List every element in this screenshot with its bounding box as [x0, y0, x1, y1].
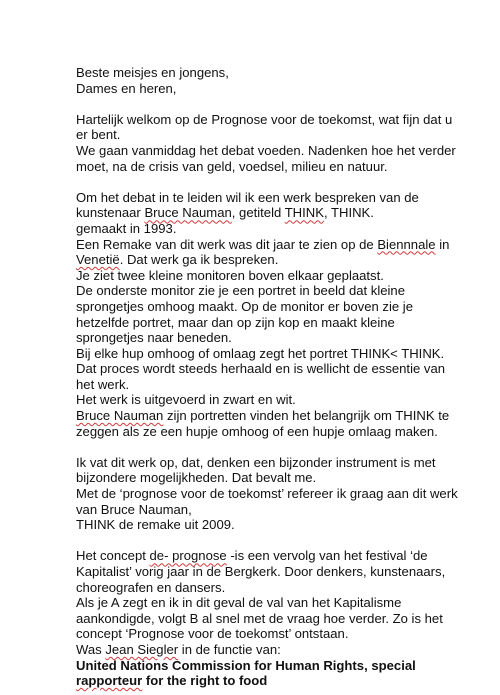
text-line: [76, 346, 480, 362]
text-segment: aankondigde, volgt B al snel met de vraag hoe verder. Zo is het: [76, 610, 443, 626]
text-segment: We gaan vanmiddag het debat voeden. Nadenken hoe het verder: [76, 142, 456, 158]
text-segment: Kapitalist’ vorig jaar in de Bergkerk. Door denkers, kunstenaars,: [76, 564, 446, 579]
text-line: [76, 377, 480, 393]
text-segment: zeggen als ze een hupje omhoog of een hupje omlaag maken.: [76, 423, 438, 439]
text-segment: Je ziet twee kleine monitoren boven elkaar geplaatst.: [76, 267, 384, 283]
text-segment: Dames en heren,: [76, 80, 177, 96]
text-line: [76, 658, 480, 674]
paragraph: [76, 455, 480, 533]
text-line: [76, 268, 480, 284]
text-segment: kunstenaar: [76, 205, 145, 221]
text-line: [76, 673, 480, 689]
text-segment: bijzondere mogelijkheden. Dat bevalt me.: [76, 470, 317, 486]
text-segment: choreografen en dansers.: [76, 579, 226, 595]
text-segment: sprongetjes omhoog maakt. Op de monitor er boven zie je: [76, 298, 413, 314]
text-line: [76, 127, 480, 143]
spellcheck-flagged-word: de- prognose: [149, 548, 227, 564]
text-segment: hetzelfde portret, maar dan op zijn kop en maakt kleine: [76, 314, 395, 330]
text-line: [76, 580, 480, 596]
text-segment: sprongetjes naar beneden.: [76, 330, 232, 346]
text-line: [76, 424, 480, 440]
text-segment: Bij elke hup omhoog of omlaag zegt het portret THINK< THINK.: [76, 345, 445, 361]
text-line: [76, 159, 480, 175]
text-segment: De onderste monitor zie je een portret in beeld dat kleine: [76, 283, 405, 299]
text-segment: in de functie van:: [178, 641, 281, 657]
text-line: [76, 112, 480, 128]
text-segment: Met de ‘prognose voor de toekomst’ refereer ik graag aan dit werk: [76, 486, 458, 502]
spellcheck-flagged-word: Jean Siegler: [105, 641, 179, 657]
text-segment: gemaakt in 1993.: [76, 220, 177, 236]
text-line: [76, 392, 480, 408]
text-segment: Was: [76, 641, 106, 657]
text-segment: -is een vervolg van het festival ‘de: [226, 548, 428, 564]
text-line: [76, 408, 480, 424]
text-line: [76, 486, 480, 502]
text-line: [76, 143, 480, 159]
text-line: [76, 65, 480, 81]
text-segment: het werk.: [76, 376, 130, 392]
spellcheck-flagged-word: Venetië: [76, 252, 120, 268]
text-segment: in: [435, 236, 450, 252]
text-segment: Als je A zegt en ik in dit geval de val van het Kapitalisme: [76, 595, 402, 611]
text-line: [76, 470, 480, 486]
text-segment: Een Remake van dit werk was dit jaar te zien op de: [76, 236, 378, 252]
text-line: [76, 642, 480, 658]
text-line: [76, 237, 480, 253]
text-segment: THINK de remake uit 2009.: [76, 517, 235, 533]
text-segment: Hartelijk welkom op de Prognose voor de toekomst, wat fijn dat u: [76, 111, 453, 127]
text-line: [76, 502, 480, 518]
text-segment: Om het debat in te leiden wil ik een werk bespreken van de: [76, 189, 419, 205]
text-segment: zijn portretten vinden het belangrijk om THINK te: [163, 408, 450, 424]
text-segment: concept ‘Prognose voor de toekomst’ ontstaan.: [76, 626, 349, 642]
document-body: [76, 65, 480, 689]
paragraph: [76, 190, 480, 440]
text-segment: , getiteld: [231, 205, 285, 221]
text-segment: United Nations Commission for Human Rights, special: [76, 657, 416, 673]
text-line: [76, 564, 480, 580]
text-line: [76, 626, 480, 642]
text-line: [76, 455, 480, 471]
text-segment: Het concept: [76, 548, 150, 564]
paragraph: [76, 548, 480, 688]
text-segment: Dat proces wordt steeds herhaald en is wellicht de essentie van: [76, 361, 446, 377]
text-line: [76, 330, 480, 346]
text-line: [76, 221, 480, 237]
paragraph: [76, 112, 480, 174]
text-segment: Ik vat dit werk op, dat, denken een bijzonder instrument is met: [76, 454, 436, 470]
text-line: [76, 517, 480, 533]
spellcheck-flagged-word: Bruce Nauman: [76, 408, 164, 424]
text-line: [76, 299, 480, 315]
text-line: [76, 315, 480, 331]
spellcheck-flagged-word: Biennnale: [377, 236, 436, 252]
text-line: [76, 361, 480, 377]
text-line: [76, 252, 480, 268]
paragraph: [76, 65, 480, 96]
text-segment: for the right to food: [142, 673, 268, 689]
text-line: [76, 81, 480, 97]
spellcheck-flagged-word: Bruce Nauman: [144, 205, 232, 221]
text-line: [76, 611, 480, 627]
text-line: [76, 205, 480, 221]
text-line: [76, 548, 480, 564]
text-line: [76, 595, 480, 611]
text-segment: van Bruce Nauman,: [76, 501, 192, 517]
spellcheck-flagged-word: THINK: [284, 205, 324, 221]
text-segment: moet, na de crisis van geld, voedsel, milieu en natuur.: [76, 158, 388, 174]
text-segment: er bent.: [76, 127, 121, 143]
text-line: [76, 283, 480, 299]
text-segment: Het werk is uitgevoerd in zwart en wit.: [76, 392, 296, 408]
text-segment: , THINK.: [323, 205, 374, 221]
spellcheck-flagged-word: rapporteur: [76, 673, 143, 689]
text-segment: Beste meisjes en jongens,: [76, 65, 229, 80]
text-line: [76, 190, 480, 206]
text-segment: . Dat werk ga ik bespreken.: [119, 252, 279, 268]
